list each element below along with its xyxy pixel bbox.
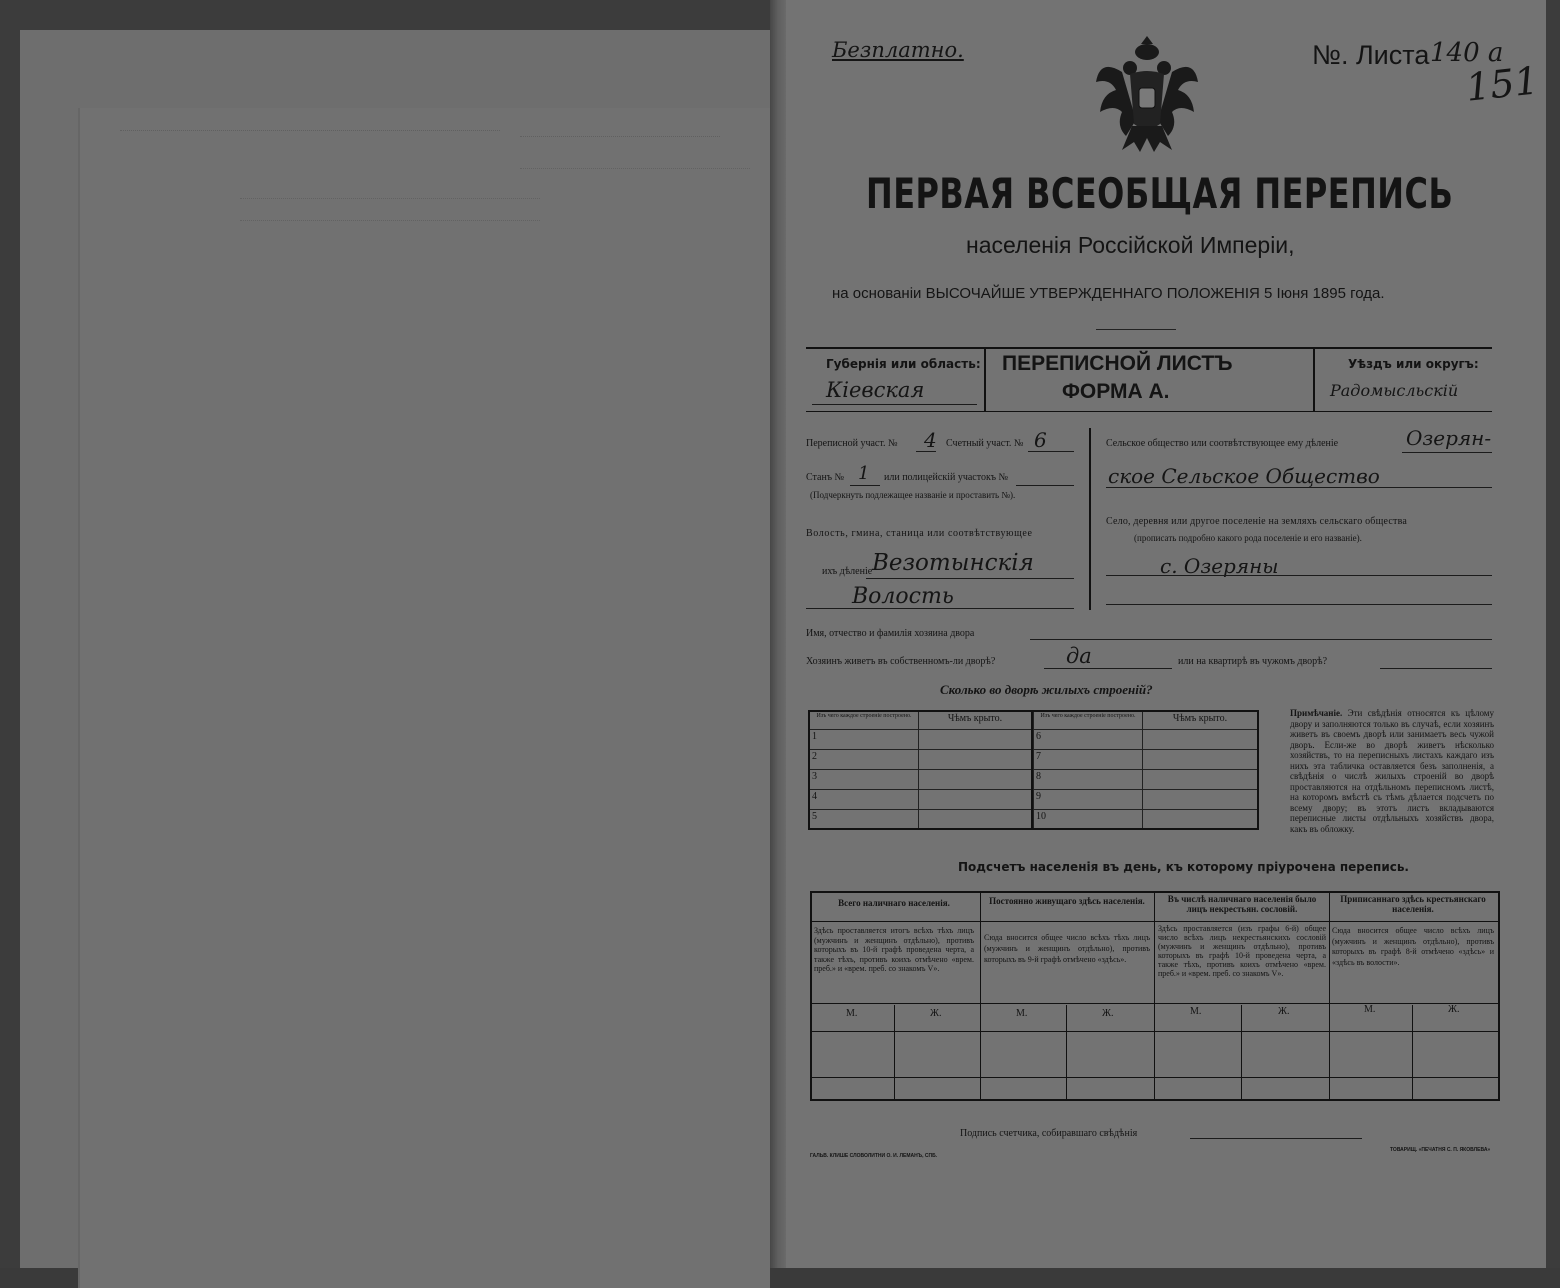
- table-row-number: 1: [809, 729, 919, 749]
- male-col-4: М.: [1364, 1004, 1376, 1015]
- male-col-1: М.: [846, 1008, 858, 1019]
- sheet-number-label: №. Листа: [1312, 40, 1430, 70]
- population-tally-table: [810, 891, 1500, 1101]
- male-col-3: М.: [1190, 1006, 1202, 1017]
- rural-society-value-2: ское Сельское Общество: [1108, 464, 1380, 488]
- volost-value-2: Волость: [852, 584, 954, 609]
- census-section-label: Переписной участ. №: [806, 438, 898, 449]
- sheet-number-handwritten: 140 а: [1430, 38, 1504, 68]
- village-label: Село, деревня или другое поселеніе на земляхъ сельскаго общества: [1106, 516, 1408, 527]
- total-present-header: Всего наличнаго населенія.: [838, 898, 950, 908]
- table-row-number: 9: [1034, 789, 1143, 809]
- rural-society-label: Сельское общество или соотвѣтствующее ему дѣленіе: [1106, 438, 1339, 449]
- rural-society-value: Озерян-: [1406, 426, 1492, 450]
- ornamental-divider: [1096, 329, 1176, 330]
- table-row-number: 8: [1034, 769, 1143, 789]
- table-row-number: 10: [1034, 809, 1143, 829]
- province-label: Губернія или область:: [826, 357, 981, 371]
- district-value: Радомысльскій: [1330, 381, 1459, 400]
- buildings-table: [808, 710, 1259, 830]
- enumerator-signature-line: [1190, 1138, 1362, 1139]
- left-page: [20, 30, 770, 1268]
- bleed-through-line: [520, 136, 720, 137]
- rented-yard-label: или на квартирѣ въ чужомъ дворѣ?: [1178, 656, 1328, 667]
- permanent-residents-header: Постоянно живущаго здѣсь населенія.: [989, 896, 1145, 906]
- census-basis-line: на основаніи ВЫСОЧАЙШЕ УТВЕРЖДЕННАГО ПОЛОЖЕНІЯ 5 Іюня 1895 года.: [832, 285, 1385, 302]
- own-yard-value: да: [1066, 644, 1092, 668]
- free-label: Безплатно.: [832, 38, 964, 62]
- stan-label: Станъ №: [806, 472, 845, 483]
- counting-section-value: 6: [1034, 428, 1047, 452]
- table-row-number: 6: [1034, 729, 1143, 749]
- sheet-number-stamp: 151: [1463, 58, 1541, 110]
- owner-name-field: [1030, 639, 1492, 640]
- table-row-number: 5: [809, 809, 919, 829]
- district-label: Уѣздъ или округъ:: [1348, 357, 1479, 371]
- census-section-value: 4: [924, 428, 937, 452]
- enumerator-signature-label: Подпись счетчика, собиравшаго свѣдѣнія: [960, 1128, 1138, 1139]
- village-instruction: (прописать подробно какого рода поселеніе и его названіе).: [1134, 533, 1362, 543]
- imperial-eagle-emblem: [1092, 30, 1202, 156]
- counting-section-label: Счетный участ. №: [946, 438, 1024, 449]
- bleed-through-line: [240, 198, 540, 199]
- bleed-through-line: [520, 168, 750, 169]
- fields-column-divider: [1089, 428, 1091, 610]
- roof-header: Чѣмъ крыто.: [919, 711, 1033, 729]
- table-row-number: 7: [1034, 749, 1143, 769]
- page-gutter: [770, 0, 786, 1268]
- province-value: Кіевская: [826, 378, 925, 402]
- owner-name-label: Имя, отчество и фамилія хозяина двора: [806, 628, 975, 639]
- female-col-4: Ж.: [1448, 1004, 1460, 1015]
- own-yard-label: Хозяинъ живетъ въ собственномъ-ли дворѣ?: [806, 656, 996, 667]
- volost-label-2: ихъ дѣленіе: [822, 566, 873, 577]
- village-value: с. Озеряны: [1160, 554, 1279, 578]
- registered-peasants-desc: Сюда вносится общее число всѣхъ лицъ (мужчинъ и женщинъ отдѣльно), противъ которыхъ въ графѣ 8-й отмѣчено «здѣсь» и «здѣсь въ волости».: [1332, 926, 1494, 967]
- bleed-through-line: [240, 220, 540, 221]
- roof-header-2: Чѣмъ крыто.: [1143, 711, 1259, 729]
- male-col-2: М.: [1016, 1008, 1028, 1019]
- form-type: ФОРМА А.: [1062, 380, 1170, 403]
- table-row-number: 3: [809, 769, 919, 789]
- printer-credit-right: ТОВАРИЩ. «ПЕЧАТНЯ С. П. ЯКОВЛЕВА»: [1390, 1147, 1491, 1153]
- registered-peasants-header: Приписаннаго здѣсь крестьянскаго населенія.: [1340, 894, 1486, 914]
- census-subtitle: населенія Россійской Имперіи,: [966, 232, 1295, 258]
- material-header: Изъ чего каждое строеніе построено.: [809, 711, 919, 729]
- non-peasant-desc: Здѣсь проставляется (изъ графы 6-й) общее число всѣхъ лицъ некрестьянскихъ сословій (мужчинъ и женщинъ отдѣльно), противъ которыхъ въ графѣ 10-й проведена черта, а также тѣхъ, противъ коихъ отмѣчено «врем. преб.» и «врем. преб. со знакомъ V».: [1158, 924, 1326, 978]
- non-peasant-header: Въ числѣ наличнаго населенія было лицъ некрестьян. сословій.: [1167, 894, 1317, 914]
- census-main-title: ПЕРВАЯ ВСЕОБЩАЯ ПЕРЕПИСЬ: [866, 170, 1454, 219]
- note-lead: Примѣчаніе.: [1290, 708, 1343, 718]
- form-title: ПЕРЕПИСНОЙ ЛИСТЪ: [1002, 352, 1233, 375]
- material-header-2: Изъ чего каждое строеніе построено.: [1034, 711, 1143, 729]
- police-section-label: или полицейскій участокъ №: [884, 472, 1009, 483]
- left-page-blank-area: [78, 108, 770, 1288]
- female-col-2: Ж.: [1102, 1008, 1114, 1019]
- table-row-number: 2: [809, 749, 919, 769]
- table-row-number: 4: [809, 789, 919, 809]
- buildings-note: [1290, 708, 1494, 834]
- note-text: Эти свѣдѣнія относятся къ цѣлому двору и заполняются только въ случаѣ, если хозяинъ живетъ въ своемъ дворѣ или занимаетъ весь чужой дворъ. Если-же во дворѣ живетъ нѣсколько хозяйствъ, то на переписныхъ листахъ каждаго изъ нихъ эта табличка оставляется безъ заполненія, а свѣдѣнія о числѣ жилыхъ строеній во дворѣ проставляются на отдѣльномъ переписномъ листѣ, на которомъ вмѣстѣ съ тѣмъ дѣлается подсчетъ по всему двору; въ этотъ листъ вкладываются переписные листы отдѣльныхъ хозяйствъ двора, какъ въ обложку.: [1290, 708, 1494, 834]
- printer-credit-left: ГАЛЬВ. КЛИШЕ СЛОВОЛИТНИ О. И. ЛЕМАНЪ, СПБ.: [810, 1153, 938, 1159]
- female-col-3: Ж.: [1278, 1006, 1290, 1017]
- underline-instruction: (Подчеркнуть подлежащее названіе и проставить №).: [810, 490, 1016, 500]
- bleed-through-line: [120, 130, 500, 131]
- buildings-question: Сколько во дворѣ жилыхъ строеній?: [940, 682, 1153, 697]
- total-present-desc: Здѣсь проставляется итогъ всѣхъ тѣхъ лицъ (мужчинъ и женщинъ отдѣльно), противъ которыхъ въ 10-й графѣ проведена черта, а также тѣхъ, противъ коихъ отмѣчено «врем. преб.» и «врем. преб. со знакомъ V».: [814, 926, 974, 973]
- volost-value: Везотынскія: [872, 550, 1034, 576]
- female-col-1: Ж.: [930, 1008, 942, 1019]
- population-tally-heading: Подсчетъ населенія въ день, къ которому пріурочена перепись.: [958, 860, 1409, 874]
- stan-value: 1: [858, 463, 870, 484]
- volost-label: Волость, гмина, станица или соотвѣтствующее: [806, 528, 1033, 539]
- permanent-residents-desc: Сюда вносится общее число всѣхъ тѣхъ лицъ (мужчинъ и женщинъ отдѣльно), противъ которыхъ въ 9-й графѣ отмѣчено «здѣсь».: [984, 933, 1150, 964]
